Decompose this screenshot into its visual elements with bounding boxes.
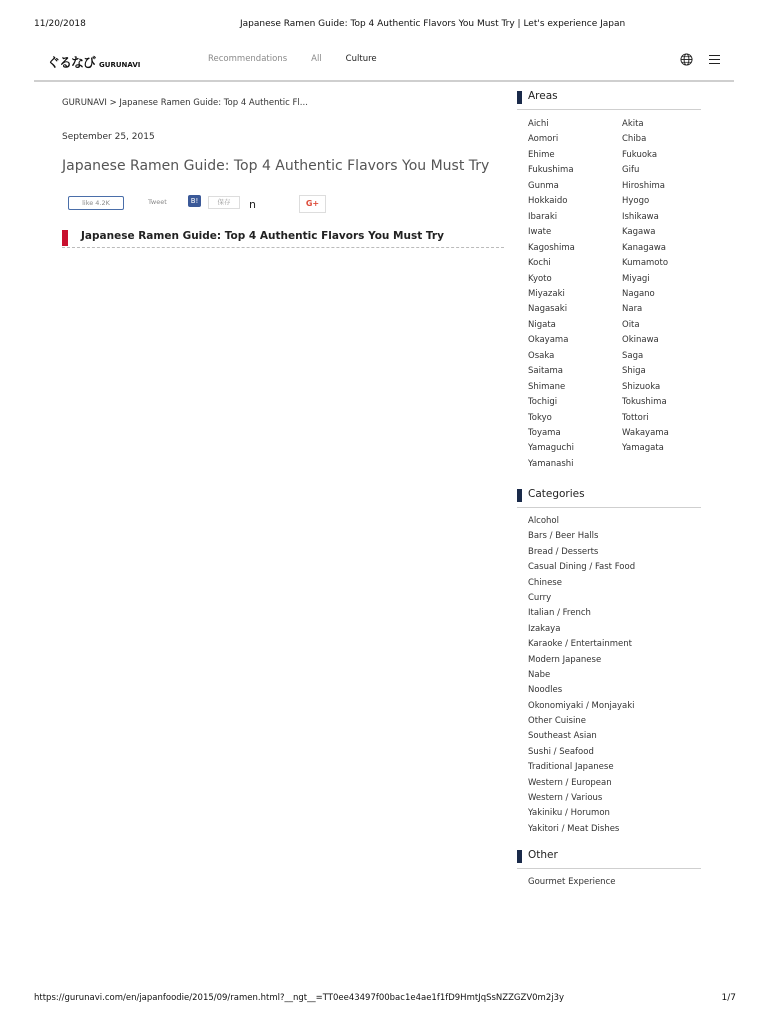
area-link[interactable]: Ishikawa [622,211,659,222]
area-link[interactable]: Okayama [528,335,569,346]
category-link[interactable]: Southeast Asian [528,731,597,742]
area-link[interactable]: Gunma [528,180,559,191]
area-link[interactable]: Wakayama [622,428,669,438]
area-link[interactable]: Saga [622,350,644,361]
share-buttons [68,195,338,213]
category-link[interactable]: Alcohol [528,516,559,526]
category-link[interactable]: Yakitori / Meat Dishes [528,823,620,834]
google-plus-button[interactable]: G+ [299,195,326,213]
category-link[interactable]: Chinese [528,577,562,588]
area-link[interactable]: Kagoshima [528,242,575,253]
nav-all[interactable]: All [311,54,322,64]
print-page-number: 1/7 [721,993,736,1003]
area-link[interactable]: Gifu [622,165,640,176]
breadcrumb [62,98,308,108]
category-link[interactable]: Sushi / Seafood [528,746,594,757]
area-link[interactable]: Ibaraki [528,211,558,222]
categories-title-marker [517,489,522,502]
breadcrumb-current: Japanese Ramen Guide: Top 4 Authentic Fl... [119,98,308,108]
logo-japanese: ぐるなび [47,56,96,71]
tweet-button[interactable]: Tweet [148,198,167,206]
section-heading [62,230,504,248]
print-date: 11/20/2018 [34,19,86,29]
category-link[interactable]: Nabe [528,669,551,680]
area-link[interactable]: Kanagawa [622,242,666,253]
areas-block [517,90,701,469]
area-link[interactable]: Shiga [622,366,646,377]
section-heading-marker [62,230,68,246]
section-heading-text: Japanese Ramen Guide: Top 4 Authentic Flavors You Must Try [81,230,444,242]
area-link[interactable]: Chiba [622,134,647,145]
categories-title [517,488,701,508]
area-link[interactable]: Okinawa [622,335,659,346]
nav-culture[interactable]: Culture [345,54,377,64]
category-link[interactable]: Noodles [528,685,563,696]
area-link[interactable]: Nigata [528,319,556,330]
areas-title-marker [517,91,522,104]
site-header [34,40,734,82]
article-title: Japanese Ramen Guide: Top 4 Authentic Flavors You Must Try [62,158,490,174]
area-link[interactable]: Tottori [622,412,649,423]
category-link[interactable]: Bread / Desserts [528,546,599,557]
area-link[interactable]: Miyagi [622,273,650,284]
area-link[interactable]: Akita [622,119,644,129]
category-link[interactable]: Casual Dining / Fast Food [528,562,636,573]
categories-list [517,516,701,839]
area-link[interactable]: Miyazaki [528,288,565,299]
breadcrumb-separator: > [109,98,117,108]
post-date: September 25, 2015 [62,132,155,142]
category-link[interactable]: Western / European [528,777,612,788]
categories-block [517,488,701,839]
pocket-button[interactable]: n [249,198,256,211]
category-link[interactable]: Other Cuisine [528,716,586,727]
categories-title-text: Categories [528,488,585,500]
category-link[interactable]: Bars / Beer Halls [528,531,599,542]
other-list [517,877,701,892]
area-link[interactable]: Yamagata [622,443,664,454]
breadcrumb-home[interactable]: GURUNAVI [62,98,107,108]
area-link[interactable]: Yamanashi [528,458,574,469]
category-link[interactable]: Okonomiyaki / Monjayaki [528,700,635,711]
other-link[interactable]: Gourmet Experience [528,877,616,887]
area-link[interactable]: Aomori [528,134,559,145]
category-link[interactable]: Italian / French [528,608,591,619]
area-link[interactable]: Kochi [528,258,551,269]
category-link[interactable]: Izakaya [528,623,561,634]
areas-title-text: Areas [528,90,558,102]
area-link[interactable]: Shimane [528,381,566,392]
area-link[interactable]: Yamaguchi [528,443,574,454]
areas-title [517,90,701,110]
area-link[interactable]: Shizuoka [622,381,661,392]
area-link[interactable]: Toyama [528,428,561,438]
area-link[interactable]: Saitama [528,366,563,377]
area-link[interactable]: Tokushima [622,397,667,408]
print-url: https://gurunavi.com/en/japanfoodie/2015/09/ramen.html?__ngt__=TT0ee43497f00bac1e4ae1f1fD9HmtJqSsNZZGZV0m2j3y [34,993,565,1003]
other-block [517,849,701,892]
other-title [517,849,701,869]
category-link[interactable]: Yakiniku / Horumon [528,808,610,819]
area-link[interactable]: Nara [622,304,643,315]
main-nav [208,54,401,64]
gurunavi-logo[interactable] [47,52,140,71]
category-link[interactable]: Western / Various [528,793,603,804]
area-link[interactable]: Hiroshima [622,180,665,191]
area-link[interactable]: Nagasaki [528,304,568,315]
hatena-bookmark-icon[interactable]: B! [188,195,201,207]
area-link[interactable]: Nagano [622,288,655,299]
area-link[interactable]: Oita [622,319,640,330]
category-link[interactable]: Curry [528,592,552,603]
area-link[interactable]: Osaka [528,350,555,361]
area-link[interactable]: Kagawa [622,227,656,238]
print-title: Japanese Ramen Guide: Top 4 Authentic Flavors You Must Try | Let's experience Japan [240,19,626,29]
hatena-save-button[interactable]: 保存 [208,196,240,209]
nav-recommendations[interactable]: Recommendations [208,54,288,64]
area-link[interactable]: Fukuoka [622,149,658,160]
area-link[interactable]: Aichi [528,119,549,129]
category-link[interactable]: Traditional Japanese [528,762,614,773]
facebook-like-button[interactable]: like 4.2K [68,196,124,210]
area-link[interactable]: Fukushima [528,165,574,176]
category-link[interactable]: Karaoke / Entertainment [528,639,632,650]
area-link[interactable]: Iwate [528,227,552,238]
area-link[interactable]: Hyogo [622,196,650,207]
area-link[interactable]: Kyoto [528,273,552,284]
category-link[interactable]: Modern Japanese [528,654,602,665]
logo-english: GURUNAVI [99,61,141,69]
other-title-text: Other [528,849,558,861]
area-link[interactable]: Kumamoto [622,258,669,269]
area-link[interactable]: Tokyo [528,412,552,423]
area-link[interactable]: Hokkaido [528,196,568,207]
other-title-marker [517,850,522,863]
menu-icon[interactable] [709,55,720,64]
area-link[interactable]: Ehime [528,149,555,160]
globe-icon[interactable] [680,53,693,66]
area-link[interactable]: Tochigi [528,397,558,408]
